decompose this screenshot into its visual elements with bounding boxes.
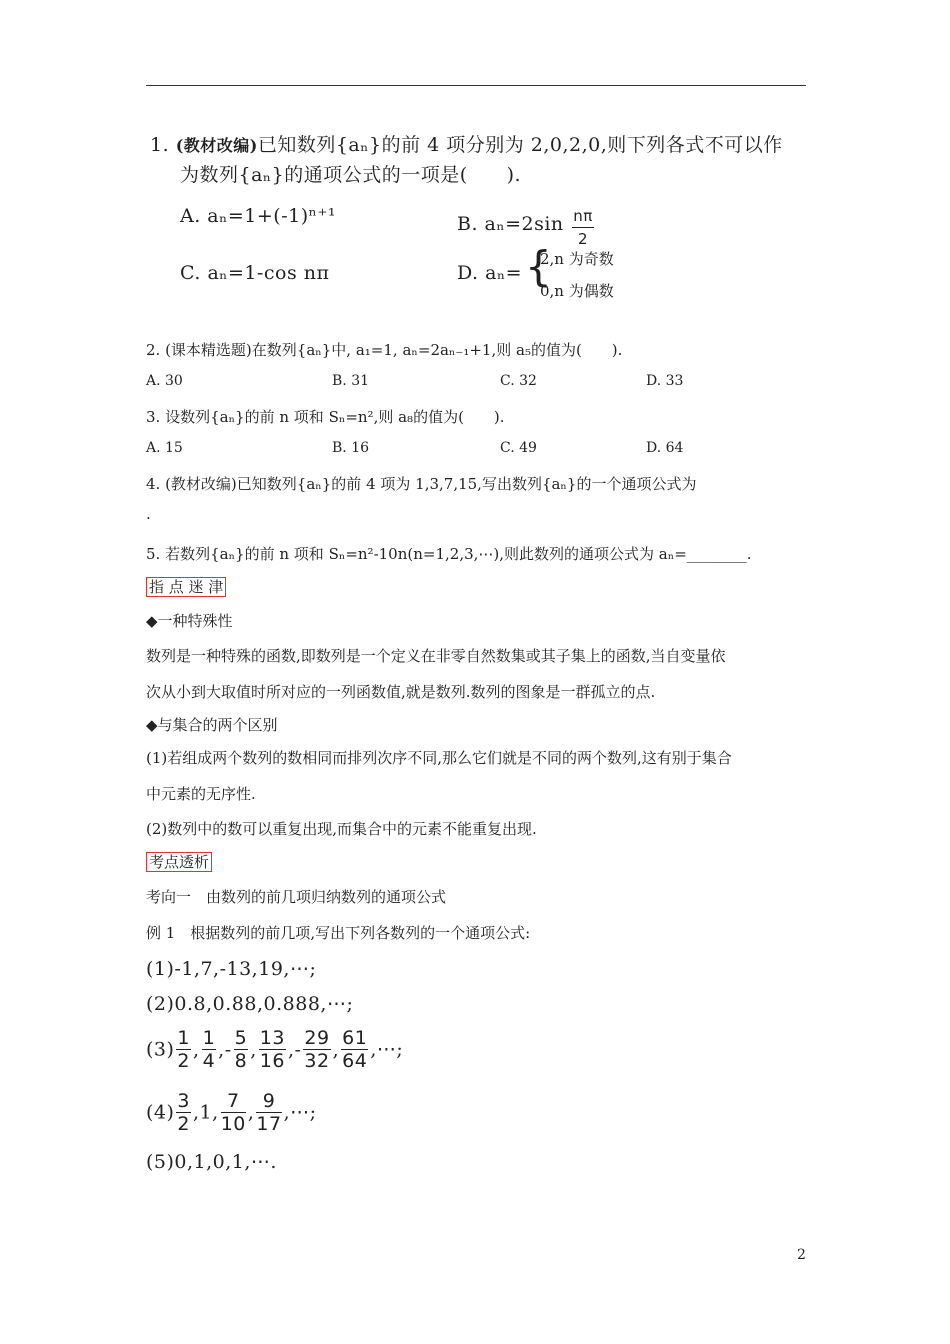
- example-stem: 例 1 根据数列的前几项,写出下列各数列的一个通项公式:: [146, 924, 531, 942]
- q5-stem: 5. 若数列{aₙ}的前 n 项和 Sₙ=n²-10n(n=1,2,3,⋯),则此数列的通项公式为 aₙ=________.: [146, 545, 752, 563]
- fraction-separator: ,: [250, 1038, 257, 1061]
- q2-stem: 2. (课本精选题)在数列{aₙ}中, a₁=1, aₙ=2aₙ₋₁+1,则 a₅的值为( ).: [146, 341, 623, 359]
- q1-option-c: C. aₙ=1-cos nπ: [180, 262, 330, 284]
- fraction-separator: ,-: [218, 1038, 232, 1061]
- direction-heading: 考向一 由数列的前几项归纳数列的通项公式: [146, 888, 447, 906]
- example-item-4: (4) $\frac{3}{2}$ ,1, $\frac{7}{10}$ , $\frac{9}{17}$ ,⋯;: [146, 1090, 317, 1135]
- tips-paragraph-1a: 数列是一种特殊的函数,即数列是一个定义在非零自然数集或其子集上的函数,当自变量依: [146, 647, 726, 665]
- q2-option-c: C. 32: [500, 373, 537, 389]
- q1-option-d-label: D. aₙ=: [457, 262, 523, 284]
- fraction: $\frac{1}{2}$: [177, 1027, 191, 1072]
- page-number: 2: [797, 1247, 806, 1263]
- tips-paragraph-3: (2)数列中的数可以重复出现,而集合中的元素不能重复出现.: [146, 820, 537, 838]
- fraction: $\frac{9}{17}$: [256, 1090, 282, 1135]
- q1-line1: 1. (教材改编)已知数列{aₙ}的前 4 项分别为 2,0,2,0,则下列各式不可以作: [150, 134, 783, 156]
- q1-option-d-case2: 0,n 为偶数: [540, 282, 614, 300]
- example-item-2: (2)0.8,0.88,0.888,⋯;: [146, 993, 354, 1015]
- q2-option-d: D. 33: [646, 373, 684, 389]
- q4-tail: .: [146, 505, 151, 523]
- fraction-separator: ,: [193, 1038, 200, 1061]
- tips-heading-2: ◆与集合的两个区别: [146, 716, 278, 734]
- q1-option-d-case1: 2,n 为奇数: [540, 250, 614, 268]
- q3-option-a: A. 15: [146, 440, 183, 456]
- example-item-1: (1)-1,7,-13,19,⋯;: [146, 958, 317, 980]
- tips-paragraph-2a: (1)若组成两个数列的数相同而排列次序不同,那么它们就是不同的两个数列,这有别于集合: [146, 749, 732, 767]
- fraction: $\frac{13}{16}$: [259, 1027, 285, 1072]
- fraction: $\frac{1}{4}$: [202, 1027, 216, 1072]
- q2-option-b: B. 31: [332, 373, 370, 389]
- fraction-separator: ,-: [287, 1038, 302, 1061]
- fraction: $\frac{29}{32}$: [304, 1027, 330, 1072]
- q3-option-b: B. 16: [332, 440, 370, 456]
- q1-option-a: A. aₙ=1+(-1)ⁿ⁺¹: [180, 205, 336, 227]
- brace-icon: {: [525, 242, 552, 291]
- q3-option-d: D. 64: [646, 440, 684, 456]
- tips-paragraph-1b: 次从小到大取值时所对应的一列函数值,就是数列.数列的图象是一群孤立的点.: [146, 683, 656, 701]
- fraction: $\frac{61}{64}$: [342, 1027, 368, 1072]
- q1-source-tag: (教材改编): [175, 136, 258, 155]
- q2-option-a: A. 30: [146, 373, 183, 389]
- example-item-5: (5)0,1,0,1,⋯.: [146, 1151, 277, 1173]
- fraction: $\frac{5}{8}$: [234, 1027, 248, 1072]
- fraction: $\frac{7}{10}$: [220, 1090, 246, 1135]
- header-rule: [146, 85, 806, 86]
- section-title-tips: 指 点 迷 津: [146, 576, 226, 597]
- q3-option-c: C. 49: [500, 440, 537, 456]
- example-item-3: (3) $\frac{1}{2}$ , $\frac{1}{4}$ ,- $\frac{5}{8}$ , $\frac{13}{16}$ ,- $\frac{29}{32}$ , $\frac{61}{64}$ ,⋯;: [146, 1027, 404, 1072]
- q1-option-b: B. aₙ=2sin $\frac{n\pi}{2}$: [457, 207, 593, 248]
- fraction: $\frac{3}{2}$: [177, 1090, 191, 1135]
- q1-line2: 为数列{aₙ}的通项公式的一项是( ).: [180, 164, 522, 186]
- tips-paragraph-2b: 中元素的无序性.: [146, 785, 256, 803]
- fraction-separator: ,: [332, 1038, 340, 1061]
- q3-stem: 3. 设数列{aₙ}的前 n 项和 Sₙ=n²,则 a₈的值为( ).: [146, 408, 505, 426]
- tips-heading-1: ◆一种特殊性: [146, 612, 233, 630]
- section-title-analysis: 考点透析: [146, 851, 212, 872]
- q4-stem: 4. (教材改编)已知数列{aₙ}的前 4 项为 1,3,7,15,写出数列{aₙ}的一个通项公式为: [146, 475, 697, 493]
